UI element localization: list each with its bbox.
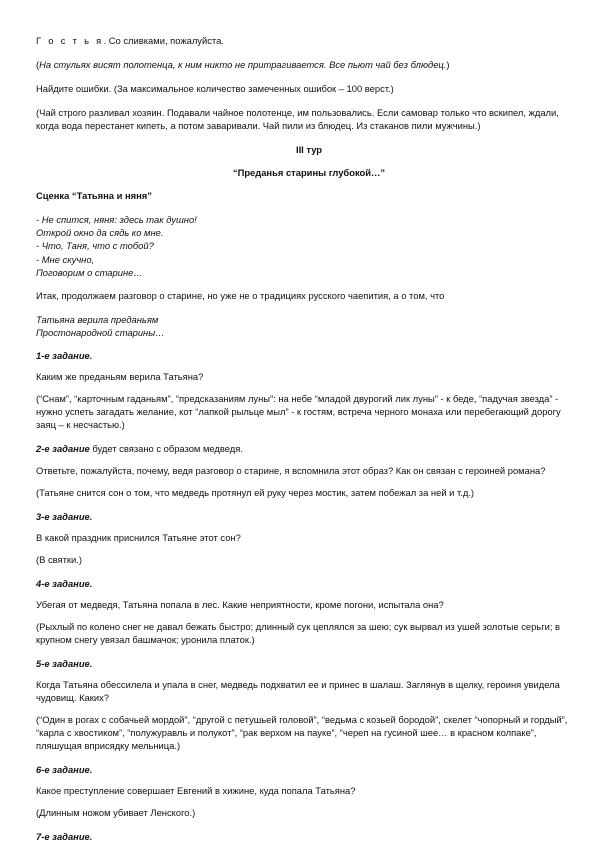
task-6-answer: (Длинным ножом убивает Ленского.) bbox=[36, 807, 196, 819]
task-2-question: Ответьте, пожалуйста, почему, ведя разговор о старине, я вспомнила этот образ? Как он связан с героиней романа? bbox=[36, 465, 546, 477]
task-2-answer: (Татьяне снится сон о том, что медведь протянул ей руку через мостик, затем побежал за ней и т.д.) bbox=[36, 487, 475, 499]
intro-paragraph: Итак, продолжаем разговор о старине, но уже не о традициях русского чаепития, а о том, что bbox=[36, 290, 445, 302]
task-1-answer: (“Снам”, “карточным гаданьям”, “предсказаниям луны”: на небе “младой двурогий лик луны” - к беде, “падучая звезда” - нужно успеть загадать желание, кот “лапкой рыльце мыл” - к гостям, встреча черного монаха или перебегающий дорогу заяц – к несчастью.) bbox=[36, 393, 561, 431]
poem-line: Поговорим о старине… bbox=[36, 266, 143, 278]
task-4-question: Убегая от медведя, Татьяна попала в лес. Какие неприятности, кроме погони, испытала она? bbox=[36, 599, 444, 611]
task-5-answer: (“Один в рогах с собачьей мордой”, “другой с петушьей головой”, “ведьма с козьей бородой”, скелет “чопорный и гордый”, “карла с хвостиком”, “полужуравль и полукот”, “рак верхом на пауке”, “череп на гусиной шее… в красном колпаке”, пляшущая вприсядку мельница.) bbox=[36, 714, 568, 752]
task-5-label: 5-е задание. bbox=[36, 658, 93, 670]
task-2-label: 2-е задание bbox=[36, 443, 90, 455]
poem-dialogue bbox=[36, 213, 582, 279]
poem-line: Открой окно да сядь ко мне. bbox=[36, 227, 164, 239]
task-6-label: 6-е задание. bbox=[36, 764, 93, 776]
task-4-label: 4-е задание. bbox=[36, 578, 93, 590]
guest-reply: . Со сливками, пожалуйста. bbox=[103, 35, 224, 46]
poem-line: - Не спится, няня: здесь так душно! bbox=[36, 214, 197, 225]
poem-line: - Что, Таня, что с тобой? bbox=[36, 240, 154, 252]
scene-title: Сценка “Татьяна и няня” bbox=[36, 190, 152, 201]
task-3-label: 3-е задание. bbox=[36, 511, 93, 523]
speaker-name: Г о с т ь я bbox=[36, 35, 104, 46]
task-3-question: В какой праздник приснился Татьяне этот сон? bbox=[36, 532, 241, 544]
poem-line: - Мне скучно, bbox=[36, 253, 95, 265]
round-subtitle: “Преданья старины глубокой…” bbox=[232, 167, 386, 178]
round-title: III тур bbox=[295, 144, 323, 155]
task-2-intro bbox=[36, 442, 582, 455]
document-page bbox=[36, 34, 582, 851]
find-errors-instruction: Найдите ошибки. (За максимальное количество замеченных ошибок – 100 верст.) bbox=[36, 83, 394, 94]
task-4-answer: (Рыхлый по колено снег не давал бежать быстро; длинный сук цеплялся за шею; сук вырвал из ушей золотые серьги; в крупном снегу увязал башмачок; уронила платок.) bbox=[36, 621, 561, 646]
errors-answer: (Чай строго разливал хозяин. Подавали чайное полотенце, им пользовались. Если самовар только что вскипел, ждали, когда вода перестанет кипеть, а потом заваривали. Чай пили из блюдец. Из стаканов пили мужчины.) bbox=[36, 107, 559, 131]
poem-quote bbox=[36, 313, 582, 339]
task-1-question: Каким же преданьям верила Татьяна? bbox=[36, 371, 204, 383]
stage-direction: (На стульях висят полотенца, к ним никто не притрагивается. Все пьют чай без блюдец.) bbox=[36, 59, 450, 70]
task-5-question: Когда Татьяна обессилела и упала в снег, медведь подхватил ее и принес в шалаш. Заглянув в щелку, героиня увидела чудовищ. Каких? bbox=[36, 679, 560, 704]
guest-line bbox=[36, 34, 582, 47]
poem-line: Татьяна верила преданьям bbox=[36, 314, 159, 326]
task-3-answer: (В святки.) bbox=[36, 554, 82, 566]
stage-direction-text: На стульях висят полотенца, к ним никто не притрагивается. Все пьют чай без блюдец. bbox=[39, 59, 447, 70]
task-1-label: 1-е задание. bbox=[36, 350, 93, 362]
poem-line: Простонародной старины… bbox=[36, 327, 165, 339]
task-7-label: 7-е задание. bbox=[36, 831, 93, 843]
task-6-question: Какое преступление совершает Евгений в хижине, куда попала Татьяна? bbox=[36, 785, 356, 797]
task-2-label-rest: будет связано с образом медведя. bbox=[89, 443, 243, 455]
